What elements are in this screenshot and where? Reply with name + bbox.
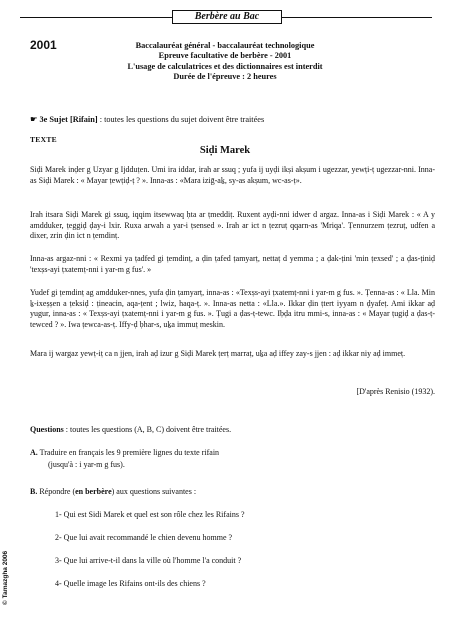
question-b-label: B. [30,487,38,496]
text-paragraph: Irah itsara Siḍi Marek gi ssuq, iqqim itsewwaq ḥta ar ṭmeddiṭ. Ruxent ayḍi-nni idwer d argaz. Inna-as i Siḍi Marek : « A y amdduker, ṭeggiḍ ḍay-i lxir. Ruxa arwah a yar-i ṭsensed ». Irah ar ict n ṭezruṭ qqarn-as 'Mriqa'. Ṭennurzem ṭezruṭ, udfen a dixer, zrin ḍin ict n ṭemdinṭ. [30,210,435,241]
exam-year: 2001 [30,38,57,52]
question-b-post: ) aux questions suivantes : [111,487,197,496]
questions-heading: Questions [30,425,64,434]
text-paragraph: Mara ij wargaz yewṭ-iṭ ca n jjen, irah aḍ izur g Siḍi Marek ṭerṭ marraṭ, uḵa aḍ iffey zay-s jjen : aḍ ikkar niy aḍ immeṭ. [30,349,406,358]
exam-line: Baccalauréat général - baccalauréat technologique [135,41,315,50]
text-paragraph: Siḍi Marek inḍer g Uzyar g Ijdduṭen. Umi ira iddar, irah ar ssuq ; yufa ij uyḍi ikṣi akṣum i ugezzar, yewṭi-ṭ ugezzar-nni. Inna-as Siḍi Marek : « Mayar ṭewṭiḍ-ṭ ? ». Inna-as : «Mara iziḡ-aḵ, sy-as akṣum, wc-as-ṭ». [30,165,435,185]
exam-line: L'usage de calculatrices et des dictionnaires est interdit [127,61,323,71]
exam-info [100,41,350,83]
question-item: 3- Que lui arrive-t-il dans la ville où l'homme l'a conduit ? [55,556,242,565]
question-a [30,448,219,457]
question-item: 1- Qui est Sidi Marek et quel est son rôle chez les Rifains ? [55,510,245,519]
header-title: Berbère au Bac [172,10,282,24]
question-item: 4- Quelle image les Rifains ont-ils des chiens ? [55,579,206,588]
question-a-text: Traduire en français les 9 première lignes du texte rifain [39,448,220,457]
questions-intro [30,425,231,434]
text-paragraph: Inna-as argaz-nni : « Rexmi ya ṭadfed gi ṭemdinṭ, a ḍin ṭafed ṭamyarṭ, nettaṭ d yemma ; a ḍak-ṭini 'min ṭexsed' ; a ḍas-ṭiniḍ 'texṣs-ayi ṭxatemṭ-nni i yar-m g fus'. » [30,254,435,274]
header-banner [20,10,432,24]
question-b-pre: Répondre ( [39,487,76,496]
header-rule-right [282,17,432,18]
text-label: TEXTE [30,135,57,144]
exam-line: Epreuve facultative de berbère - 2001 [158,51,292,61]
subject-note: : toutes les questions du sujet doivent être traitées [99,115,265,124]
question-item: 2- Que lui avait recommandé le chien devenu homme ? [55,533,233,542]
exam-line: Durée de l'épreuve : 2 heures [173,72,277,82]
header-rule-left [20,17,172,18]
question-b-bold: en berbère [75,487,112,496]
questions-instruction: : toutes les questions (A, B, C) doivent être traitées. [65,425,232,434]
text-source: [D'après Renisio (1932). [356,387,435,396]
question-a-label: A. [30,448,38,457]
question-a-detail: (jusqu'à : i yar-m g fus). [48,460,125,469]
subject-line [30,114,264,124]
copyright-notice: © Tamazgha 2006 [2,550,9,605]
subject-dialect: [Rifain] [69,115,98,124]
text-paragraph: Yudef gi ṭemdinṭ ag amdduker-nnes, yufa ḍin ṭamyarṭ, inna-as : «Texṣs-ayi ṭxatemṭ-nni i yar-m g fus. ». Ṭenna-as : « Lla. Min ḵ-ixeṣṣen a ṭeksiḍ : ṭineacin, aqa-ṭent ; lwiz, haqa-ṭ. ». Inna-as netta : «Lla.». Ikkar ḍin ṭtert iyyam n ḍyafeṭ. Ami ikkar aḍ yugur, inna-as : « Texṣs-ayi ṭxatemṭ-nni i yar-m g fus. ». Ṭugi a ḍas-ṭ-tewc. Iḅḍa itru mmi-s, inna-as : « Mayar ṭugiḍ a ḍas-ṭ-tewced ? ». Iwa ṭewca-as-ṭ. Iffy-ḍ ḅhar-s, uḵa immuṭ meskin. [30,288,435,329]
question-b [30,487,196,496]
pointing-hand-icon: ☛ [30,115,38,124]
subject-number: 3e Sujet [39,115,68,124]
text-title: Siḍi Marek [199,145,251,156]
